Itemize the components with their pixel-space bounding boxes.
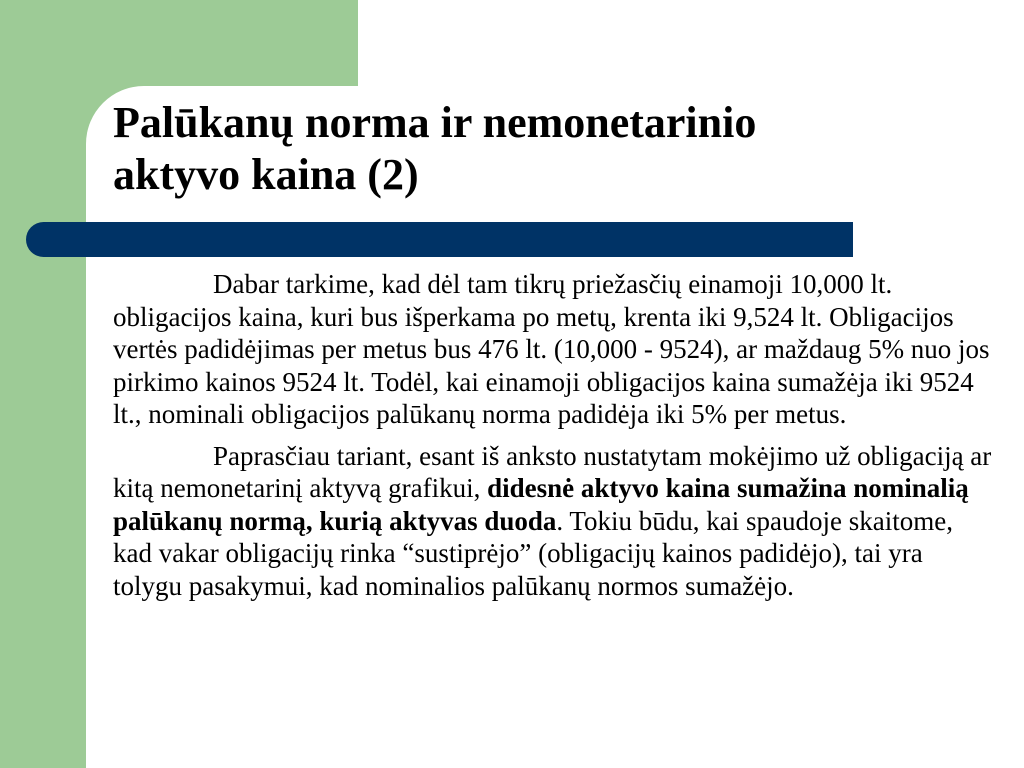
paragraph-2-emphasis: didesnė aktyvo kaina sumažina nominalią palūkanų normą, kurią aktyvas duoda [113, 473, 969, 536]
slide-title [113, 97, 973, 201]
slide-body [113, 268, 993, 611]
slide-title-line-1: Palūkanų norma ir nemonetarinio [113, 98, 757, 147]
title-divider-bar [26, 222, 853, 257]
slide-title-line-2: aktyvo kaina (2) [113, 150, 419, 199]
paragraph-2-text-end: . Tokiu būdu, kai spaudoje skaitome, kad vakar obligacijų rinka “sustiprėjo” (obligacijų kainos padidėjo), tai yra tolygu pasakymui, kad nominalios palūkanų normos sumažėjo. [113, 505, 953, 601]
paragraph-2-text-start: Paprasčiau tariant, esant iš anksto nustatytam mokėjimo už obligaciją ar kitą nemonetarinį aktyvą grafikui, [113, 440, 992, 503]
paragraph-1: Dabar tarkime, kad dėl tam tikrų priežasčių einamoji 10,000 lt. obligacijos kaina, kuri bus išperkama po metų, krenta iki 9,524 lt. Obligacijos vertės padidėjimas per metus bus 476 lt. (10,000 - 9524), ar maždaug 5% nuo jos pirkimo kainos 9524 lt. Todėl, kai einamoji obligacijos kaina sumažėja iki 9524 lt., nominali obligacijos palūkanų norma padidėja iki 5% per metus. [113, 269, 990, 429]
paragraph-2 [113, 440, 993, 603]
